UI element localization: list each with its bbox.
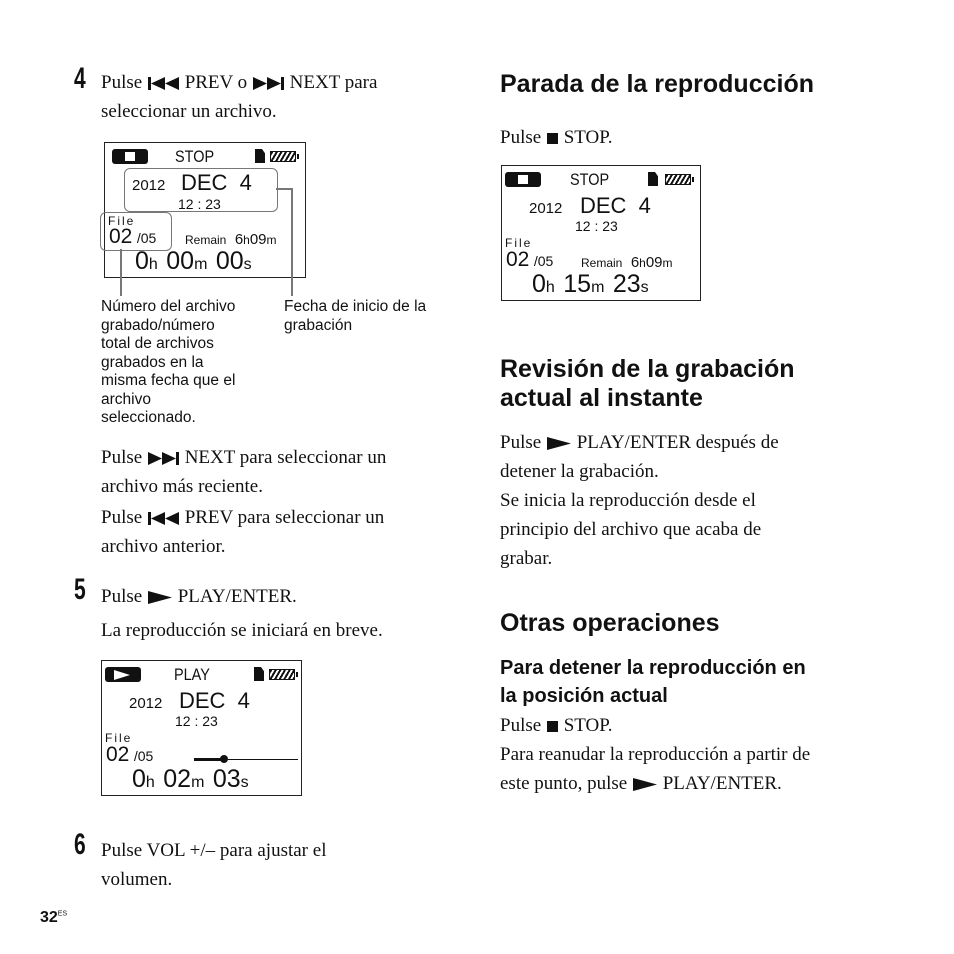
file-number: 02 /05 [106, 743, 154, 766]
next-icon [147, 452, 180, 465]
year: 2012 [132, 177, 166, 194]
play-icon [147, 591, 173, 604]
step-4-line1: Pulse PREV o NEXT para [101, 72, 378, 93]
review-line1: Pulse PLAY/ENTER después de [500, 432, 779, 453]
year: 2012 [529, 200, 563, 217]
stop-mode-icon [112, 149, 148, 164]
file-label: File [505, 236, 533, 250]
mode-label: STOP [570, 170, 610, 189]
play-icon [546, 437, 572, 450]
memory-icon [648, 172, 658, 186]
stop-icon [546, 132, 559, 145]
file-label: File [105, 731, 133, 745]
prev-instruction: Pulse PREV para seleccionar un [101, 507, 385, 528]
step-4-line2: seleccionar un archivo. [101, 101, 277, 122]
battery-icon [270, 151, 296, 162]
callout-line-file [120, 249, 122, 296]
time: 12 : 23 [178, 196, 221, 212]
step-number-5: 5 [74, 573, 86, 606]
time: 12 : 23 [175, 713, 218, 729]
stop-icon [546, 720, 559, 733]
battery-icon [269, 669, 295, 680]
prev-instruction-line2: archivo anterior. [101, 536, 226, 557]
date-highlight [124, 168, 278, 212]
heading-stop-playback: Parada de la reproducción [500, 70, 814, 98]
step-6-line1: Pulse VOL +/– para ajustar el [101, 840, 327, 861]
file-number: 02 /05 [506, 248, 554, 271]
mode-label: STOP [175, 147, 215, 166]
lcd-display-stop-right [501, 165, 701, 301]
prev-icon [147, 512, 180, 525]
next-instruction-line2: archivo más reciente. [101, 476, 263, 497]
elapsed-time: 0h 00m 00s [135, 247, 252, 275]
memory-icon [254, 667, 264, 681]
callout-date: Fecha de inicio de la grabación [284, 298, 427, 334]
remain-readout: Remain 6h09m [581, 254, 673, 271]
time: 12 : 23 [575, 218, 618, 234]
file-highlight [100, 212, 172, 251]
date: DEC 4 [181, 170, 252, 195]
elapsed-time: 0h 02m 03s [132, 765, 249, 793]
callout-line-date-v [291, 188, 293, 296]
file-number: 02 /05 [109, 225, 157, 248]
date: DEC 4 [179, 688, 250, 713]
step-number-6: 6 [74, 828, 86, 861]
play-mode-icon [105, 667, 141, 682]
sub-line3: este punto, pulse PLAY/ENTER. [500, 773, 782, 794]
sub-line2: Para reanudar la reproducción a partir de [500, 744, 811, 765]
heading-review-recording: Revisión de la grabación actual al instante [500, 355, 795, 412]
subheading-stop-position: Para detener la reproducción en la posición actual [500, 657, 806, 707]
step-6-line2: volumen. [101, 869, 173, 890]
callout-file-number: Número del archivo grabado/número total de archivos grabados en la misma fecha que el archivo seleccionado. [101, 298, 236, 426]
page-number: $32^{ES}$ [40, 909, 68, 926]
mode-label: PLAY [174, 665, 210, 684]
prev-icon [147, 77, 180, 90]
step-5-line2: La reproducción se iniciará en breve. [101, 620, 383, 641]
battery-icon [665, 174, 691, 185]
step-number-4: 4 [74, 62, 86, 95]
remain-readout: Remain 6h09m [185, 231, 277, 248]
stop-mode-icon [505, 172, 541, 187]
file-label: File [108, 214, 136, 228]
heading-other-operations: Otras operaciones [500, 609, 720, 637]
review-body: detener la grabación. Se inicia la reproducción desde el principio del archivo que acaba de grabar. [500, 461, 762, 569]
stop-instruction: Pulse STOP. [500, 127, 613, 148]
year: 2012 [129, 695, 163, 712]
next-instruction: Pulse NEXT para seleccionar un [101, 447, 387, 468]
next-icon [252, 77, 285, 90]
lcd-display-play [101, 660, 302, 796]
date: DEC 4 [580, 193, 651, 218]
playback-progress-bar [194, 756, 298, 762]
memory-icon [255, 149, 265, 163]
sub-line1: Pulse STOP. [500, 715, 613, 736]
elapsed-time: 0h 15m 23s [532, 270, 649, 298]
callout-line-date [276, 188, 292, 190]
play-icon [632, 778, 658, 791]
step-5-line1: Pulse PLAY/ENTER. [101, 586, 297, 607]
